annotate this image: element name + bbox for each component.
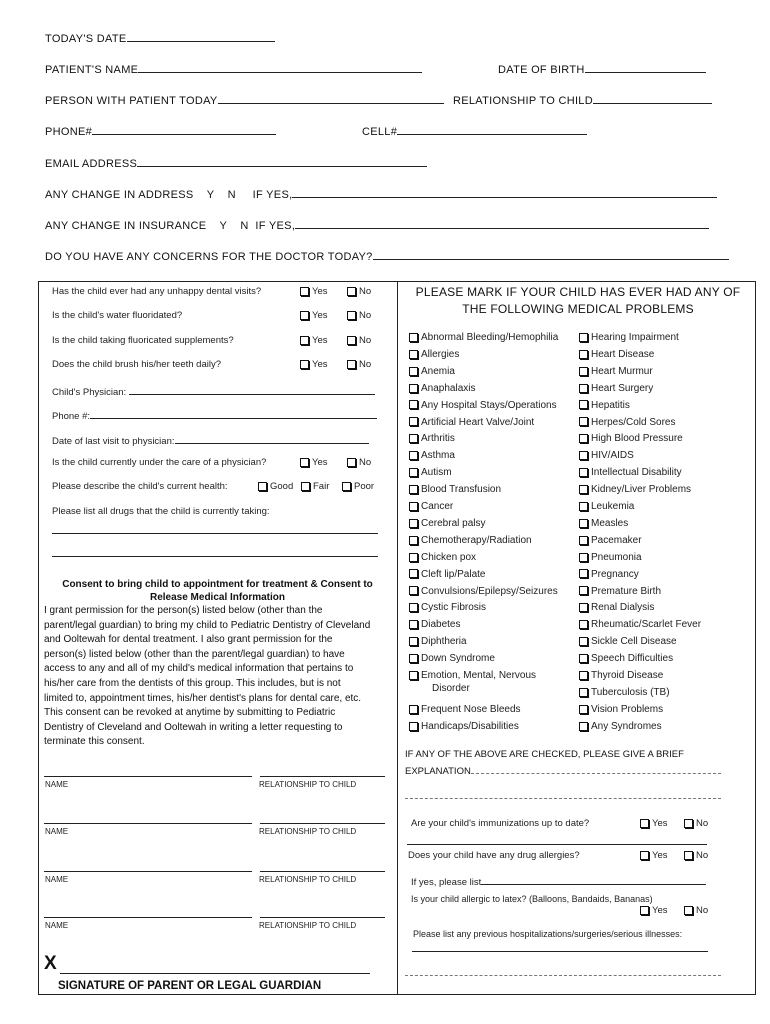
checkbox-icon[interactable] [579,586,588,595]
patient-name-label: PATIENT'S NAME [45,64,139,76]
checkbox-icon[interactable] [684,906,693,915]
checkbox-icon[interactable] [300,287,309,296]
consent-title: Consent to bring child to appointment for treatment & Consent to Release Medical Information [62,579,373,603]
medical-item-col2-20[interactable]: Speech Difficulties [579,653,673,664]
cell-field[interactable] [362,123,587,138]
q-latex: Is your child allergic to latex? (Balloons, Bandaids, Bananas) [411,894,653,904]
medical-item-col2-16[interactable]: Premature Birth [579,586,661,597]
explanation-label-2: EXPLANATION [405,766,471,777]
checkbox-icon[interactable] [300,336,309,345]
date-of-birth-field[interactable] [498,61,706,76]
checkbox-icon[interactable] [409,586,418,595]
medical-item-col2-10[interactable]: Kidney/Liver Problems [579,484,691,495]
medical-item-col2-15[interactable]: Pregnancy [579,569,639,580]
medical-item-col2-9[interactable]: Intellectual Disability [579,467,682,478]
medical-item-col1-8[interactable]: Asthma [409,450,455,461]
medical-item-col2-4[interactable]: Heart Surgery [579,383,653,394]
checkbox-icon[interactable] [300,458,309,467]
checkbox-icon[interactable] [409,333,418,342]
address-change-field[interactable] [45,186,717,201]
physician-phone-field[interactable]: Phone #: [52,407,377,422]
checkbox-icon[interactable] [640,906,649,915]
medical-item-col1-6[interactable]: Artificial Heart Valve/Joint [409,417,534,428]
drug-allergies-yes-checkbox[interactable]: Yes [640,850,668,861]
current-health-label: Please describe the child's current health: [52,481,228,492]
q-unhappy-visits: Has the child ever had any unhappy dental visits? [52,286,262,297]
immunizations-yes-checkbox[interactable]: Yes [640,818,668,829]
q-drug-allergies: Does your child have any drug allergies? [408,850,580,861]
medical-item-col1-23[interactable]: Handicaps/Disabilities [409,721,519,732]
authorized-name-input-3[interactable] [44,871,252,872]
q4-yes-checkbox[interactable]: Yes [300,359,328,370]
name-label: NAME [45,827,69,836]
hospitalizations-label: Please list any previous hospitalizations/surgeries/serious illnesses: [413,929,683,939]
name-label: NAME [45,780,69,789]
q2-no-checkbox[interactable]: No [347,310,371,321]
authorized-relationship-input-2[interactable] [260,823,385,824]
consent-text: I grant permission for the person(s) listed below (other than the parent/legal guardian) to bring my child to Pediatric Dentistry of Cleveland and Ooltewah for dental treatment. I also grant permission for the person(s) listed below (other than the parent/legal guardian) to have access to any and all of my child's medical information that pertains to his/her care from the dentists of this group. This includes, but is not limited to, appointment times, his/her dentist's plans for dental care, etc. This consent can be revoked at anytime by submitting to Pediatric Dentistry of Cleveland and Ooltewah in writing a letter requesting to terminate this consent. [44,605,371,748]
medical-item-col1-22[interactable]: Frequent Nose Bleeds [409,704,521,715]
q-supplements: Is the child taking fluoricated supplements? [52,335,234,346]
authorized-relationship-input-3[interactable] [260,871,385,872]
name-label: NAME [45,921,69,930]
medical-item-col2-2[interactable]: Heart Disease [579,349,654,360]
medical-item-col2-12[interactable]: Measles [579,518,628,529]
medical-item-col1-11[interactable]: Cancer [409,501,453,512]
medical-item-col2-7[interactable]: High Blood Pressure [579,433,683,444]
signature-input[interactable] [60,973,370,974]
email-label: EMAIL ADDRESS [45,158,138,170]
health-good-checkbox[interactable]: Good [258,481,293,492]
medical-item-col1-1[interactable]: Abnormal Bleeding/Hemophilia [409,332,558,343]
checkbox-icon[interactable] [579,434,588,443]
checkbox-icon[interactable] [409,468,418,477]
relationship-label: RELATIONSHIP TO CHILD [259,921,357,930]
drugs-input-line-2[interactable] [52,556,378,557]
checkbox-icon[interactable] [347,287,356,296]
checkbox-icon[interactable] [579,536,588,545]
checkbox-icon[interactable] [347,311,356,320]
drugs-input-line-1[interactable] [52,533,378,534]
insurance-change-field[interactable] [45,217,709,232]
under-care-no-checkbox[interactable]: No [347,457,371,468]
checkbox-icon[interactable] [409,671,418,680]
explanation-line-2[interactable] [405,798,721,799]
q-brush-daily: Does the child brush his/her teeth daily? [52,359,221,370]
checkbox-icon[interactable] [579,637,588,646]
medical-item-col1-15[interactable]: Cleft lip/Palate [409,569,485,580]
signature-x: X [44,953,57,974]
checkbox-icon[interactable] [579,671,588,680]
checkbox-icon[interactable] [409,350,418,359]
phone-field[interactable] [45,123,276,138]
medical-item-col2-18[interactable]: Rheumatic/Scarlet Fever [579,619,701,630]
checkbox-icon[interactable] [579,502,588,511]
checkbox-icon[interactable] [684,851,693,860]
checkbox-icon[interactable] [579,722,588,731]
checkbox-icon[interactable] [579,417,588,426]
signature-label: SIGNATURE OF PARENT OR LEGAL GUARDIAN [58,980,322,992]
authorized-name-input-1[interactable] [44,776,252,777]
checkbox-icon[interactable] [640,819,649,828]
column-divider [397,281,398,995]
checkbox-icon[interactable] [347,336,356,345]
medical-item-col2-8[interactable]: HIV/AIDS [579,450,634,461]
medical-item-col1-4[interactable]: Anaphalaxis [409,383,475,394]
checkbox-icon[interactable] [579,333,588,342]
q4-no-checkbox[interactable]: No [347,359,371,370]
medical-item-col2-22[interactable]: Tuberculosis (TB) [579,687,670,698]
medical-item-col2-17[interactable]: Renal Dialysis [579,602,654,613]
drug-allergies-no-checkbox[interactable]: No [684,850,708,861]
checkbox-icon[interactable] [409,620,418,629]
checkbox-icon[interactable] [342,482,351,491]
relationship-label: RELATIONSHIP TO CHILD [259,875,357,884]
medical-item-col1-13[interactable]: Chemotherapy/Radiation [409,535,532,546]
checkbox-icon[interactable] [409,519,418,528]
medical-item-col1-5[interactable]: Any Hospital Stays/Operations [409,400,557,411]
checkbox-icon[interactable] [579,468,588,477]
q3-no-checkbox[interactable]: No [347,335,371,346]
checkbox-icon[interactable] [409,400,418,409]
checkbox-icon[interactable] [579,705,588,714]
checkbox-icon[interactable] [409,485,418,494]
checkbox-icon[interactable] [301,482,310,491]
medical-item-col2-23[interactable]: Vision Problems [579,704,663,715]
physician-field[interactable]: Child's Physician: [52,383,375,398]
email-field[interactable] [45,155,427,170]
explanation-field[interactable] [405,747,721,779]
medical-item-col1-21[interactable]: Emotion, Mental, Nervous [409,670,536,681]
q-water-fluoridated: Is the child's water fluoridated? [52,310,183,321]
checkbox-icon[interactable] [579,569,588,578]
explanation-label-1: IF ANY OF THE ABOVE ARE CHECKED, PLEASE GIVE A BRIEF [405,749,684,760]
checkbox-icon[interactable] [300,311,309,320]
checkbox-icon[interactable] [409,705,418,714]
medical-item-col2-5[interactable]: Hepatitis [579,400,630,411]
q-immunizations: Are your child's immunizations up to date? [411,818,590,829]
q2-yes-checkbox[interactable]: Yes [300,310,328,321]
medical-item-col2-19[interactable]: Sickle Cell Disease [579,636,677,647]
medical-item-col2-6[interactable]: Herpes/Cold Sores [579,417,675,428]
health-fair-checkbox[interactable]: Fair [301,481,329,492]
checkbox-icon[interactable] [409,569,418,578]
checkbox-icon[interactable] [579,519,588,528]
checkbox-icon[interactable] [409,367,418,376]
relationship-label: RELATIONSHIP TO CHILD [453,95,593,107]
hospitalizations-line-2[interactable] [405,975,721,976]
checkbox-icon[interactable] [347,458,356,467]
address-change-label: ANY CHANGE IN ADDRESS Y N IF YES, [45,189,293,201]
relationship-label: RELATIONSHIP TO CHILD [259,827,357,836]
insurance-change-label: ANY CHANGE IN INSURANCE Y N IF YES, [45,220,296,232]
checkbox-icon[interactable] [409,451,418,460]
hospitalizations-input-line[interactable] [412,951,708,952]
checkbox-icon[interactable] [579,553,588,562]
latex-yes-checkbox[interactable]: Yes [640,905,668,916]
medical-item-col2-1[interactable]: Hearing Impairment [579,332,679,343]
medical-item-col2-13[interactable]: Pacemaker [579,535,642,546]
medical-item-col1-14[interactable]: Chicken pox [409,552,476,563]
checkbox-icon[interactable] [409,603,418,612]
under-care-yes-checkbox[interactable]: Yes [300,457,328,468]
checkbox-icon[interactable] [258,482,267,491]
medical-item-col2-21[interactable]: Thyroid Disease [579,670,663,681]
checkbox-icon[interactable] [409,434,418,443]
health-poor-checkbox[interactable]: Poor [342,481,374,492]
q1-no-checkbox[interactable]: No [347,286,371,297]
checkbox-icon[interactable] [579,485,588,494]
checkbox-icon[interactable] [409,637,418,646]
checkbox-icon[interactable] [640,851,649,860]
medical-item-col1-20[interactable]: Down Syndrome [409,653,495,664]
medical-item-col1-12[interactable]: Cerebral palsy [409,518,485,529]
medical-item-col1-9[interactable]: Autism [409,467,452,478]
checkbox-icon[interactable] [300,360,309,369]
checkbox-icon[interactable] [409,553,418,562]
medical-item-col1-3[interactable]: Anemia [409,366,455,377]
checkbox-icon[interactable] [579,367,588,376]
authorized-name-input-4[interactable] [44,917,252,918]
checkbox-icon[interactable] [409,654,418,663]
checkbox-icon[interactable] [409,536,418,545]
last-visit-field[interactable]: Date of last visit to physician: [52,432,369,447]
q3-yes-checkbox[interactable]: Yes [300,335,328,346]
medical-item-col2-14[interactable]: Pneumonia [579,552,642,563]
checkbox-icon[interactable] [579,400,588,409]
checkbox-icon[interactable] [579,384,588,393]
checkbox-icon[interactable] [409,384,418,393]
medical-problems-heading: PLEASE MARK IF YOUR CHILD HAS EVER HAD ANY OF THE FOLLOWING MEDICAL PROBLEMS [415,285,741,316]
drug-allergy-list-field[interactable]: If yes, please list [411,873,706,888]
patient-name-field[interactable] [45,61,422,76]
phone-label: PHONE# [45,126,93,138]
medical-item-col1-7[interactable]: Arthritis [409,433,455,444]
immunizations-line [407,844,707,845]
relationship-label: RELATIONSHIP TO CHILD [259,780,357,789]
immunizations-no-checkbox[interactable]: No [684,818,708,829]
checkbox-icon[interactable] [579,620,588,629]
person-with-patient-label: PERSON WITH PATIENT TODAY [45,95,218,107]
medical-item-col2-3[interactable]: Heart Murmur [579,366,653,377]
todays-date-label: TODAY'S DATE [45,33,127,45]
medical-item-col2-24[interactable]: Any Syndromes [579,721,662,732]
q-under-care: Is the child currently under the care of a physician? [52,457,267,468]
authorized-relationship-input-4[interactable] [260,917,385,918]
authorized-relationship-input-1[interactable] [260,776,385,777]
checkbox-icon[interactable] [409,502,418,511]
authorized-name-input-2[interactable] [44,823,252,824]
checkbox-icon[interactable] [347,360,356,369]
checkbox-icon[interactable] [579,603,588,612]
checkbox-icon[interactable] [579,688,588,697]
medical-item-col1-18[interactable]: Diabetes [409,619,460,630]
medical-item-col1-17[interactable]: Cystic Fibrosis [409,602,486,613]
concerns-field[interactable] [45,248,729,263]
checkbox-icon[interactable] [579,654,588,663]
date-of-birth-label: DATE OF BIRTH [498,64,585,76]
latex-no-checkbox[interactable]: No [684,905,708,916]
checkbox-icon[interactable] [579,451,588,460]
drugs-label: Please list all drugs that the child is currently taking: [52,506,270,517]
cell-label: CELL# [362,126,398,138]
checkbox-icon[interactable] [409,417,418,426]
medical-item-col1-2[interactable]: Allergies [409,349,459,360]
medical-item-continuation: Disorder [432,683,470,694]
checkbox-icon[interactable] [409,722,418,731]
q1-yes-checkbox[interactable]: Yes [300,286,328,297]
medical-item-col1-19[interactable]: Diphtheria [409,636,467,647]
person-with-patient-field[interactable] [45,92,444,107]
todays-date-field[interactable] [45,30,275,45]
concerns-label: DO YOU HAVE ANY CONCERNS FOR THE DOCTOR TODAY? [45,251,373,263]
checkbox-icon[interactable] [579,350,588,359]
medical-item-col1-10[interactable]: Blood Transfusion [409,484,501,495]
relationship-field[interactable] [453,92,712,107]
medical-item-col2-11[interactable]: Leukemia [579,501,634,512]
name-label: NAME [45,875,69,884]
medical-item-col1-16[interactable]: Convulsions/Epilepsy/Seizures [409,586,558,597]
checkbox-icon[interactable] [684,819,693,828]
